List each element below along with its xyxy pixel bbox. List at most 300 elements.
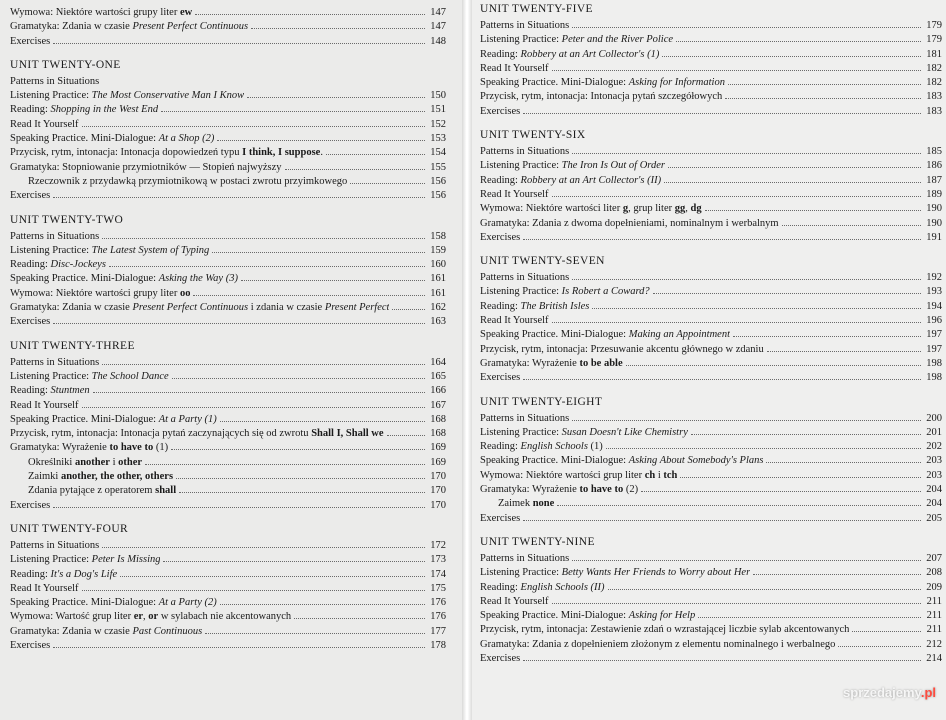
toc-entry — [480, 19, 946, 33]
entry-label-part: i zdania w czasie — [248, 302, 325, 314]
page-number: 174 — [430, 568, 446, 580]
entry-label — [10, 413, 217, 427]
entry-label-part: , — [143, 611, 149, 623]
entry-label — [10, 610, 291, 624]
page-number: 198 — [926, 372, 942, 384]
entry-label-part: shall — [155, 485, 177, 497]
entry-label-part: Listening Practice: — [10, 244, 92, 256]
dot-leader — [120, 575, 425, 577]
entry-label — [10, 499, 50, 513]
entry-label-part: Reading: — [480, 300, 521, 312]
dot-leader — [523, 238, 921, 240]
page-number: 150 — [430, 90, 446, 102]
page-number: 156 — [430, 175, 446, 187]
dot-leader — [552, 195, 921, 197]
entry-label — [480, 314, 549, 328]
entry-label — [10, 301, 389, 315]
entry-label — [480, 19, 569, 33]
entry-label-part: Read It Yourself — [10, 118, 79, 130]
toc-entry — [10, 484, 446, 498]
dot-leader — [53, 322, 425, 324]
dot-leader — [109, 265, 425, 267]
toc-entry — [480, 159, 946, 173]
entry-label-part: Asking for Help — [628, 610, 696, 622]
entry-label-part: Patterns in Situations — [480, 272, 570, 284]
page-number: 147 — [430, 21, 446, 33]
entry-label-part: Patterns in Situations — [10, 75, 100, 87]
entry-label-part: dg — [690, 203, 702, 215]
entry-label-part: Gramatyka: Zdania w czasie — [10, 625, 133, 637]
page-number: 205 — [926, 512, 942, 524]
entry-label-part: The School Dance — [91, 370, 169, 382]
entry-label-part: Exercises — [10, 639, 51, 651]
entry-label — [480, 566, 750, 580]
toc-entry — [10, 75, 446, 89]
entry-label — [28, 484, 176, 498]
dot-leader — [572, 419, 921, 421]
toc-entry — [10, 35, 446, 49]
dot-leader — [653, 292, 921, 294]
dot-leader — [728, 83, 921, 85]
entry-label-part: Zaimki — [28, 471, 61, 483]
entry-label — [10, 356, 99, 370]
entry-label — [480, 652, 520, 666]
dot-leader — [179, 491, 425, 493]
right-page — [472, 0, 946, 720]
dot-leader — [641, 490, 921, 492]
entry-label — [480, 328, 730, 342]
entry-label — [10, 35, 50, 49]
dot-leader — [247, 96, 425, 98]
toc-entry — [480, 638, 946, 652]
entry-label-part: g — [622, 203, 629, 215]
watermark-suffix: .pl — [920, 685, 936, 700]
dot-leader — [392, 308, 425, 310]
dot-leader — [217, 139, 425, 141]
entry-label — [28, 175, 347, 189]
entry-label-part: Patterns in Situations — [10, 539, 100, 551]
entry-label-part: Read It Yourself — [480, 62, 549, 74]
dot-leader — [176, 477, 425, 479]
entry-label-part: w sylabach nie akcentowanych — [158, 611, 292, 623]
entry-label-part: Rzeczownik z przydawką przymiotnikową w postaci zwrotu przyimkowego — [28, 175, 348, 187]
entry-label-part: none — [532, 498, 555, 510]
toc-entry — [480, 595, 946, 609]
page-number: 154 — [430, 147, 446, 159]
dot-leader — [387, 434, 425, 436]
entry-label-part: Gramatyka: Wyrażenie — [480, 484, 580, 496]
unit-title: UNIT TWENTY-EIGHT — [480, 395, 603, 408]
toc-entry — [480, 202, 946, 216]
page-number: 161 — [430, 273, 446, 285]
page-number: 166 — [430, 385, 446, 397]
dot-leader — [608, 588, 921, 590]
dot-leader — [205, 632, 425, 634]
entry-label — [480, 159, 665, 173]
dot-leader — [767, 350, 921, 352]
entry-label — [480, 33, 673, 47]
dot-leader — [171, 448, 425, 450]
entry-label-part: Speaking Practice. Mini-Dialogue: — [480, 329, 629, 341]
toc-entry — [10, 470, 446, 484]
entry-label-part: Reading: — [10, 568, 51, 580]
entry-label — [10, 258, 106, 272]
page-number: 189 — [926, 188, 942, 200]
entry-label-part: Read It Yourself — [480, 595, 549, 607]
dot-leader — [698, 616, 921, 618]
toc-entry — [10, 639, 446, 653]
entry-label-part: The Iron Is Out of Order — [561, 160, 666, 172]
dot-leader — [285, 168, 426, 170]
dot-leader — [220, 420, 425, 422]
page-number: 164 — [430, 356, 446, 368]
entry-label-part: Exercises — [480, 652, 521, 664]
toc-entry — [480, 145, 946, 159]
dot-leader — [838, 645, 921, 647]
toc-entry — [10, 6, 446, 20]
left-page — [0, 0, 462, 720]
entry-label — [10, 20, 248, 34]
entry-label — [10, 230, 99, 244]
entry-label — [480, 300, 589, 314]
entry-label-part: Wymowa: Niektóre wartości grupy liter — [10, 287, 180, 299]
dot-leader — [572, 26, 921, 28]
page-number: 200 — [926, 412, 942, 424]
entry-label — [480, 440, 603, 454]
entry-label-part: Wymowa: Niektóre wartości liter — [480, 203, 623, 215]
dot-leader — [766, 461, 921, 463]
page-number: 152 — [430, 118, 446, 130]
toc-entry — [480, 581, 946, 595]
dot-leader — [326, 153, 425, 155]
entry-label — [480, 512, 520, 526]
dot-leader — [691, 433, 921, 435]
toc-entry — [10, 441, 446, 455]
dot-leader — [592, 307, 921, 309]
dot-leader — [82, 125, 425, 127]
page-number: 185 — [926, 146, 942, 158]
entry-label — [10, 315, 50, 329]
entry-label-part: Listening Practice: — [480, 567, 562, 579]
toc-entry — [480, 566, 946, 580]
toc-entry — [480, 33, 946, 47]
toc-entry — [10, 189, 446, 203]
entry-label-part: Robbery at an Art Collector's (II) — [520, 174, 662, 186]
toc-entry — [480, 328, 946, 342]
dot-leader — [572, 559, 921, 561]
page-number: 201 — [926, 426, 942, 438]
dot-leader — [782, 224, 921, 226]
toc-entry — [10, 356, 446, 370]
toc-entry — [480, 285, 946, 299]
entry-label-part: I think, I suppose — [242, 147, 321, 159]
entry-label — [480, 581, 605, 595]
dot-leader — [664, 181, 921, 183]
page-number: 204 — [926, 484, 942, 496]
entry-label — [498, 497, 554, 511]
entry-label — [480, 62, 549, 76]
page-number: 170 — [430, 485, 446, 497]
entry-label — [480, 638, 835, 652]
dot-leader — [220, 603, 425, 605]
dot-leader — [82, 406, 425, 408]
dot-leader — [102, 546, 425, 548]
entry-label-part: Exercises — [480, 372, 521, 384]
entry-label-part: Exercises — [480, 105, 521, 117]
page-number: 214 — [926, 652, 942, 664]
dot-leader — [676, 40, 921, 42]
dot-leader — [753, 573, 921, 575]
toc-entry — [10, 596, 446, 610]
toc-entry — [480, 231, 946, 245]
entry-label-part: Listening Practice: — [10, 90, 92, 102]
page-number: 176 — [430, 611, 446, 623]
entry-label-part: Patterns in Situations — [480, 20, 570, 31]
entry-label-part: Exercises — [480, 231, 521, 243]
entry-label-part: Is Robert a Coward? — [561, 286, 650, 298]
entry-label-part: Gramatyka: Zdania z dwoma dopełnieniami, nominalnym i werbalnym — [480, 217, 779, 229]
page-number: 160 — [430, 259, 446, 271]
unit-title: UNIT TWENTY-TWO — [10, 213, 124, 226]
entry-label-part: Betty Wants Her Friends to Worry about Her — [561, 567, 751, 579]
page-number: 194 — [926, 300, 942, 312]
entry-label — [10, 287, 190, 301]
entry-label-part: Peter Is Missing — [91, 554, 161, 566]
page-number: 208 — [926, 567, 942, 579]
entry-label-part: Shall I, Shall we — [311, 428, 384, 440]
unit-section — [480, 395, 946, 526]
entry-label-part: Asking for Information — [628, 77, 725, 89]
entry-label-part: Speaking Practice. Mini-Dialogue: — [480, 77, 629, 89]
page-number: 176 — [430, 597, 446, 609]
entry-label-part: Patterns in Situations — [480, 412, 570, 424]
page-number: 202 — [926, 441, 942, 453]
toc-entry — [480, 469, 946, 483]
entry-label-part: Przycisk, rytm, intonacja: Intonacja pytań zaczynających się od zwrotu — [10, 428, 312, 440]
dot-leader — [705, 209, 921, 211]
page-number: 212 — [926, 638, 942, 650]
entry-label-part: Reading: — [10, 104, 51, 116]
entry-label — [480, 174, 661, 188]
unit-title: UNIT TWENTY-THREE — [10, 339, 135, 352]
unit-section — [10, 522, 446, 653]
entry-label-part: Wymowa: Niektóre wartości grupy liter — [10, 7, 180, 18]
page-number: 209 — [926, 581, 942, 593]
entry-label-part: Zaimek — [498, 498, 533, 510]
entry-label — [480, 357, 623, 371]
entry-label — [10, 625, 202, 639]
entry-label-part: Asking the Way (3) — [158, 273, 238, 285]
page-number: 165 — [430, 370, 446, 382]
entry-label-part: oo — [179, 287, 191, 299]
toc-entry — [480, 188, 946, 202]
dot-leader — [668, 166, 921, 168]
entry-label-part: Wymowa: Niektóre wartości grup liter — [480, 469, 645, 481]
entry-label — [10, 75, 99, 89]
page-number: 198 — [926, 357, 942, 369]
entry-label-part: Wymowa: Wartość grup liter — [10, 611, 134, 623]
dot-leader — [102, 363, 425, 365]
toc-entry — [480, 314, 946, 328]
entry-label — [28, 456, 142, 470]
page-number: 192 — [926, 272, 942, 284]
entry-label-part: Patterns in Situations — [480, 146, 570, 158]
entry-label-part: Present Perfect — [324, 302, 390, 314]
entry-label — [10, 6, 192, 20]
toc-entry — [480, 440, 946, 454]
toc-entry — [480, 105, 946, 119]
entry-label-part: Gramatyka: Zdania w czasie — [10, 21, 133, 33]
toc-entry — [480, 76, 946, 90]
page-number: 187 — [926, 174, 942, 186]
page-number: 158 — [430, 230, 446, 242]
entry-label-part: to have to — [109, 442, 154, 454]
entry-label — [480, 595, 549, 609]
toc-entry — [480, 426, 946, 440]
page-number: 156 — [430, 190, 446, 202]
dot-leader — [82, 589, 425, 591]
entry-label-part: Robbery at an Art Collector's (1) — [520, 48, 660, 60]
dot-leader — [53, 506, 425, 508]
entry-label-part: . — [320, 147, 323, 159]
entry-label — [480, 454, 763, 468]
entry-label — [480, 285, 650, 299]
page-number: 196 — [926, 315, 942, 327]
entry-label-part: Przycisk, rytm, intonacja: Intonacja pytań szczegółowych — [480, 91, 723, 103]
entry-label-part: i — [655, 469, 664, 481]
unit-title: UNIT TWENTY-SEVEN — [480, 255, 605, 268]
entry-label-part: Reading: — [480, 174, 521, 186]
dot-leader — [725, 97, 921, 99]
entry-label-part: At a Party (1) — [158, 413, 217, 425]
entry-label — [480, 623, 849, 637]
toc-entry — [10, 427, 446, 441]
entry-label-part: , — [685, 203, 691, 215]
unit-section — [10, 339, 446, 513]
page-number: 211 — [926, 610, 942, 622]
entry-label-part: Gramatyka: Zdania w czasie — [10, 302, 133, 314]
toc-entry — [480, 300, 946, 314]
entry-label-part: Reading: — [480, 581, 521, 593]
toc-entry — [480, 609, 946, 623]
entry-label — [480, 145, 569, 159]
dot-leader — [294, 617, 425, 619]
unit-title: UNIT TWENTY-FOUR — [10, 522, 129, 535]
entry-label-part: Speaking Practice. Mini-Dialogue: — [10, 597, 159, 609]
entry-label-part: Speaking Practice. Mini-Dialogue: — [480, 455, 629, 467]
dot-leader — [523, 519, 921, 521]
toc-entry — [480, 357, 946, 371]
entry-label — [480, 552, 569, 566]
toc-entry — [10, 610, 446, 624]
page-number: 179 — [926, 20, 942, 31]
entry-label — [10, 539, 99, 553]
left-units — [10, 58, 446, 653]
toc-entry — [480, 497, 946, 511]
page-number: 162 — [430, 302, 446, 314]
page-number: 211 — [926, 595, 942, 607]
entry-label-part: Patterns in Situations — [10, 356, 100, 368]
entry-label — [10, 553, 160, 567]
entry-label — [480, 469, 677, 483]
toc-entry — [480, 371, 946, 385]
entry-label-part: At a Party (2) — [158, 597, 217, 609]
entry-label — [480, 609, 695, 623]
entry-label-part: Disc-Jockeys — [50, 259, 106, 271]
page-number: 186 — [926, 160, 942, 172]
watermark-text: sprzedajemy — [843, 685, 921, 700]
entry-label — [480, 483, 638, 497]
entry-label-part: Past Continuous — [132, 625, 203, 637]
unit-section — [480, 128, 946, 245]
toc-entry — [10, 568, 446, 582]
unit-title: UNIT TWENTY-NINE — [480, 535, 595, 548]
entry-label — [480, 202, 702, 216]
page-number: 183 — [926, 105, 942, 117]
entry-label-part: to be able — [579, 357, 623, 369]
book-gutter — [462, 0, 472, 720]
entry-label-part: Listening Practice: — [480, 160, 562, 172]
dot-leader — [626, 364, 921, 366]
entry-label — [10, 146, 323, 160]
entry-label-part: Asking About Somebody's Plans — [628, 455, 764, 467]
entry-label — [10, 272, 238, 286]
toc-entry — [480, 217, 946, 231]
page-number: 147 — [430, 7, 446, 18]
entry-label-part: Przycisk, rytm, intonacja: Przesuwanie akcentu głównego w zdaniu — [480, 343, 764, 355]
entry-label-part: gg — [674, 203, 686, 215]
page-number: 207 — [926, 552, 942, 564]
page-number: 179 — [926, 34, 942, 46]
entry-label — [480, 343, 764, 357]
toc-entry — [10, 582, 446, 596]
toc-entry — [480, 454, 946, 468]
toc-entry — [480, 90, 946, 104]
entry-label-part: er — [133, 611, 144, 623]
dot-leader — [852, 630, 921, 632]
toc-entry — [480, 271, 946, 285]
entry-label — [10, 568, 117, 582]
dot-leader — [161, 110, 425, 112]
dot-leader — [145, 463, 425, 465]
toc-entry — [10, 89, 446, 103]
dot-leader — [557, 504, 921, 506]
dot-leader — [251, 27, 425, 29]
unit-section — [480, 254, 946, 385]
page-number: 183 — [926, 91, 942, 103]
page-number: 173 — [430, 554, 446, 566]
entry-label-part: The Latest System of Typing — [91, 244, 210, 256]
toc-entry — [10, 287, 446, 301]
toc-entry — [10, 553, 446, 567]
entry-label — [480, 412, 569, 426]
entry-label-part: Making an Appointment — [628, 329, 731, 341]
entry-label-part: or — [148, 611, 159, 623]
toc-entry — [480, 652, 946, 666]
dot-leader — [350, 182, 425, 184]
page-number: 159 — [430, 244, 446, 256]
entry-label-part: Listening Practice: — [480, 34, 562, 46]
page-number: 153 — [430, 133, 446, 145]
entry-label-part: Speaking Practice. Mini-Dialogue: — [480, 610, 629, 622]
entry-label-part: Present Perfect Continuous — [132, 21, 249, 33]
page-number: 168 — [430, 428, 446, 440]
entry-label-part: (1) — [153, 442, 169, 454]
page-number: 172 — [430, 539, 446, 551]
dot-leader — [552, 602, 921, 604]
entry-label — [28, 470, 173, 484]
dot-leader — [241, 279, 425, 281]
